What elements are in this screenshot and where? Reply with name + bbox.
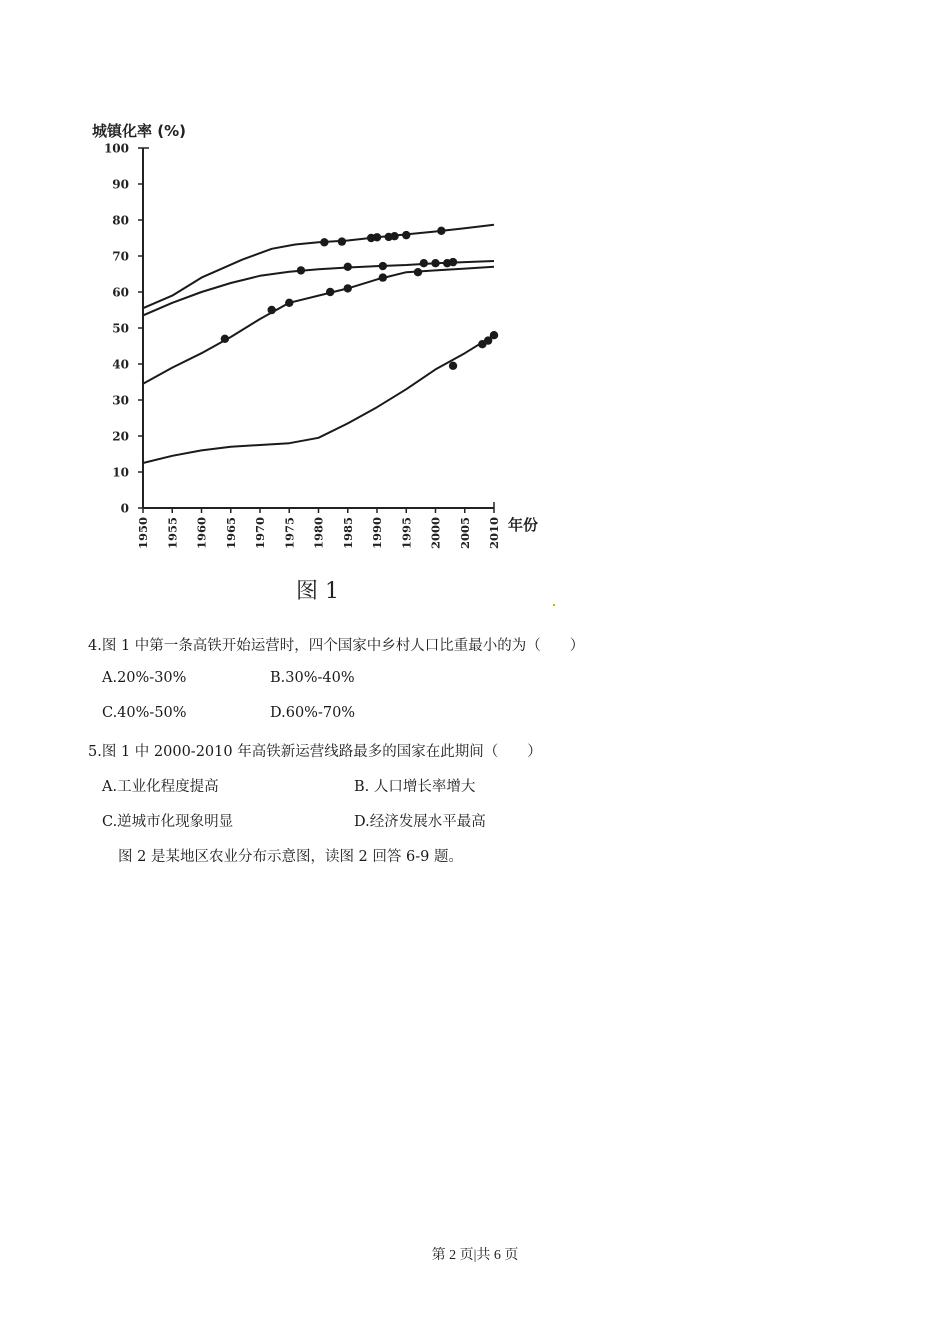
question-5-option-d: D.经济发展水平最高 (354, 814, 486, 830)
question-5-option-b: B. 人口增长率增大 (354, 779, 476, 795)
y-axis-label: 城镇化率 (%) (92, 122, 186, 140)
question-4-option-b: B.30%-40% (270, 670, 355, 686)
hsr-marker (221, 335, 229, 343)
hsr-marker (449, 258, 457, 266)
x-tick-label: 1970 (253, 517, 267, 550)
x-tick-label: 1980 (311, 517, 326, 550)
y-tick-label: 40 (112, 357, 129, 372)
hsr-marker (268, 306, 276, 314)
line-chart-svg (80, 110, 560, 610)
hsr-marker (285, 299, 293, 307)
x-tick-label: 1985 (340, 517, 355, 550)
hsr-marker (320, 238, 328, 246)
x-tick-label: 2005 (457, 517, 472, 550)
hsr-marker (490, 331, 498, 339)
figure-caption: 图 1 (296, 579, 339, 604)
question-5-option-a: A.工业化程度提高 (102, 779, 219, 795)
x-tick-label: 1960 (194, 517, 209, 550)
hsr-marker (373, 233, 381, 241)
y-tick-label: 60 (112, 285, 129, 300)
y-tick-label: 0 (120, 501, 129, 516)
x-tick-label: 1995 (399, 517, 414, 550)
hsr-marker (344, 284, 352, 292)
hsr-marker (437, 227, 445, 235)
hsr-marker (326, 288, 334, 296)
stray-mark (553, 604, 555, 606)
hsr-marker (344, 263, 352, 271)
x-tick-label: 1965 (223, 517, 238, 550)
x-tick-label: 1955 (165, 517, 180, 550)
question-5-option-c: C.逆城市化现象明显 (102, 814, 234, 830)
hsr-marker (420, 259, 428, 267)
y-tick-label: 30 (112, 393, 129, 408)
question-5-stem: 5.图 1 中 2000-2010 年高铁新运营线路最多的国家在此期间（ ） (88, 744, 542, 760)
x-tick-label: 2000 (428, 517, 443, 550)
hsr-marker (379, 273, 387, 281)
figure-1-chart (80, 110, 560, 610)
hsr-marker (338, 237, 346, 245)
page-footer: 第 2 页|共 6 页 (431, 1248, 519, 1263)
hsr-marker (449, 362, 457, 370)
hsr-marker (414, 268, 422, 276)
y-tick-label: 50 (112, 321, 129, 336)
x-tick-label: 1950 (136, 517, 150, 550)
question-4-option-c: C.40%-50% (102, 705, 187, 721)
figure-2-intro: 图 2 是某地区农业分布示意图，读图 2 回答 6-9 题。 (118, 849, 463, 865)
hsr-marker (402, 231, 410, 239)
y-tick-label: 100 (103, 141, 129, 156)
x-tick-label: 1990 (370, 517, 384, 550)
question-4-option-d: D.60%-70% (270, 705, 356, 721)
y-tick-label: 20 (112, 429, 129, 444)
x-axis-unit-label: 年份 (508, 516, 539, 534)
hsr-marker (379, 262, 387, 270)
question-4-option-a: A.20%-30% (102, 670, 187, 686)
y-tick-label: 80 (112, 213, 129, 228)
series-line-4 (143, 335, 494, 463)
y-tick-label: 10 (112, 465, 129, 480)
x-tick-label: 1975 (282, 517, 297, 550)
question-4-stem: 4.图 1 中第一条高铁开始运营时，四个国家中乡村人口比重最小的为（ ） (88, 638, 585, 654)
hsr-marker (431, 259, 439, 267)
hsr-marker (297, 266, 305, 274)
y-tick-label: 70 (112, 249, 129, 264)
y-tick-label: 90 (112, 177, 129, 192)
hsr-marker (390, 232, 398, 240)
x-tick-label: 2010 (487, 517, 501, 550)
